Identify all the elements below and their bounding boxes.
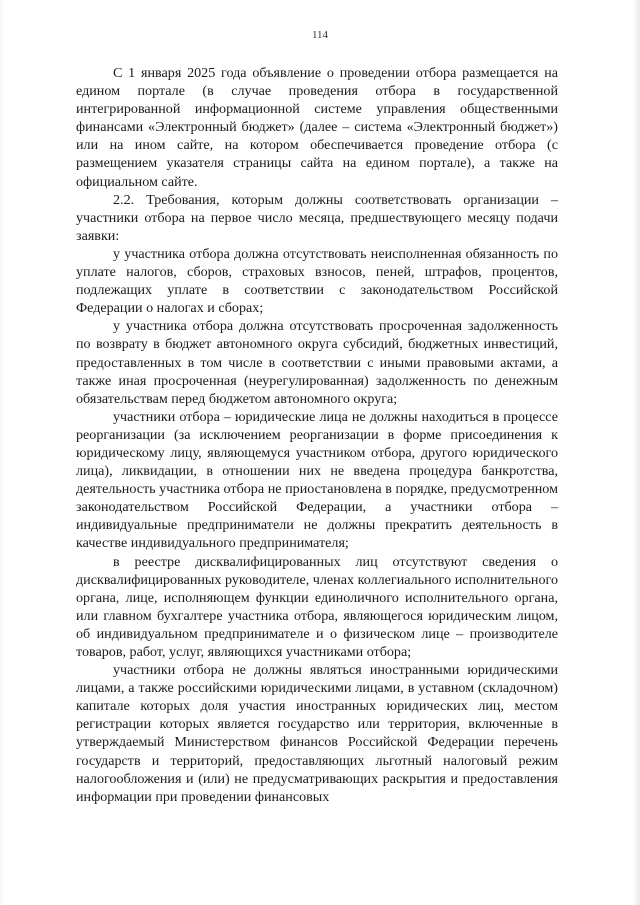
document-body (76, 64, 558, 806)
paragraph-disqualified-persons: в реестре дисквалифицированных лиц отсутствуют сведения о дисквалифицированных руководителе, членах коллегиального исполнительного органа, лице, исполняющем функции единоличного исполнительного органа, или главном бухгалтере участника отбора, являющегося юридическим лицом, об индивидуальном предпринимателе и о физическом лице – производителе товаров, работ, услуг, являющихся участниками отбора; (76, 553, 558, 660)
paragraph-reorganization: участники отбора – юридические лица не должны находиться в процессе реорганизации (за исключением реорганизации в форме присоединения к юридическому лицу, являющемуся участником отбора, другого юридического лица), ликвидации, в отношении них не введена процедура банкротства, деятельность участника отбора не приостановлена в порядке, предусмотренном законодательством Российской Федерации, а участники отбора – индивидуальные предприниматели не должны прекратить деятельность в качестве индивидуального предпринимателя; (76, 408, 558, 552)
paragraph-requirements-heading: 2.2. Требования, которым должны соответствовать организации – участники отбора на первое число месяца, предшествующего месяцу подачи заявки: (76, 191, 558, 244)
paragraph-announcement: С 1 января 2025 года объявление о проведении отбора размещается на едином портале (в случае проведения отбора в государственной интегрированной информационной системе управления общественными финансами «Электронный бюджет» (далее – система «Электронный бюджет») или на ином сайте, на котором обеспечивается проведение отбора (с размещением указателя страницы сайта на едином портале), а также на официальном сайте. (76, 65, 558, 190)
paragraph-tax-obligations: у участника отбора должна отсутствовать неисполненная обязанность по уплате налогов, сборов, страховых взносов, пеней, штрафов, процентов, подлежащих уплате в соответствии с законодательством Российской Федерации о налогах и сборах; (76, 245, 558, 317)
page-number: 114 (311, 29, 329, 41)
scan-edge-left (0, 0, 4, 905)
scan-edge-right (632, 0, 640, 905)
paragraph-overdue-debt: у участника отбора должна отсутствовать просроченная задолженность по возврату в бюджет автономного округа субсидий, бюджетных инвестиций, предоставленных в том числе в соответствии с иными правовыми актами, а также иная просроченная (неурегулированная) задолженность по денежным обязательствам перед бюджетом автономного округа; (76, 318, 558, 407)
paragraph-foreign-entities: участники отбора не должны являться иностранными юридическими лицами, а также российскими юридическими лицами, в уставном (складочном) капитале которых доля участия иностранных юридических лиц, местом регистрации которых является государство или территория, включенные в утверждаемый Министерством финансов Российской Федерации перечень государств и территорий, предоставляющих льготный налоговый режим налогообложения и (или) не предусматривающих раскрытия и предоставления информации при проведении финансовых (76, 662, 558, 805)
